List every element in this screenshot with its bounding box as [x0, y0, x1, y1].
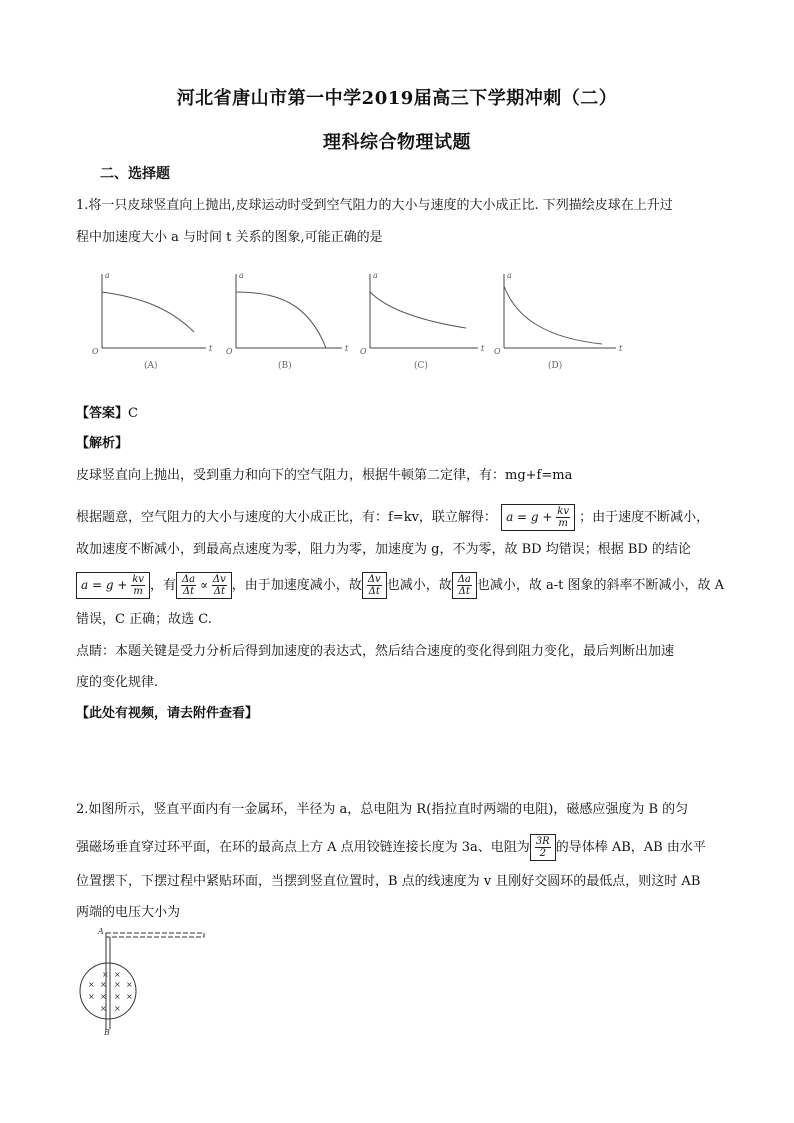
delta-t-3: Δt	[368, 586, 380, 597]
analysis-line2	[76, 504, 709, 531]
q2-figure	[70, 925, 220, 1035]
delta-a: Δa	[181, 574, 196, 585]
delta-v-frac-2	[367, 574, 382, 597]
delta-v: Δv	[212, 574, 226, 585]
analysis-line4-mid2: 也减小，故	[386, 578, 452, 593]
analysis-line2-post: ；由于速度不断减小，	[579, 510, 710, 525]
graph-c-curve	[370, 292, 466, 328]
answer-line	[76, 404, 138, 424]
formula-box-4	[362, 572, 387, 599]
q2-frac-num: 3R	[535, 836, 550, 847]
field-cross: ×	[102, 970, 109, 979]
q2-stem-line1: 2.如图所示，竖直平面内有一金属环，半径为 a，总电阻为 R(指拉直时两端的电阻)，磁感应强度为 B 的匀	[76, 802, 689, 817]
rod-horizontal	[106, 933, 204, 937]
field-cross: ×	[88, 992, 95, 1001]
field-cross: ×	[114, 970, 121, 979]
section-heading: 二、选择题	[100, 166, 170, 182]
graph-b-caption: (B)	[278, 361, 292, 371]
paper-subtitle: 理科综合物理试题	[323, 132, 471, 153]
delta-v-frac	[212, 574, 227, 597]
delta-a-frac-2	[457, 574, 472, 597]
graph-d-x-label: t	[619, 344, 623, 353]
q2-line2-pre: 强磁场垂直穿过环平面，在环的最高点上方 A 点用铰链连接长度为 3a、电阻为	[76, 840, 530, 855]
q2-stem-line2	[76, 834, 706, 861]
q2-frac	[535, 836, 551, 859]
analysis-line4	[76, 572, 724, 599]
graph-a-curve	[102, 292, 194, 332]
graph-d-curve	[504, 286, 602, 344]
field-cross: ×	[114, 992, 121, 1001]
formula-lhs: a = g +	[506, 510, 553, 524]
formula2-lhs: a = g +	[81, 578, 128, 592]
delta-v-2: Δv	[367, 574, 381, 585]
formula-num: kv	[557, 506, 570, 517]
field-cross: ×	[114, 1004, 121, 1013]
graph-c-caption: (C)	[414, 361, 428, 371]
analysis-tag	[76, 434, 128, 454]
field-cross: ×	[88, 980, 95, 989]
formula-den: m	[558, 518, 568, 529]
note-line1: 点睛：本题关键是受力分析后得到加速度的表达式，然后结合速度的变化得到阻力变化，最后判断出加速	[76, 644, 675, 659]
note-line2: 度的变化规律.	[76, 675, 159, 690]
q2-frac-den: 2	[539, 848, 546, 859]
graph-d-caption: (D)	[548, 361, 563, 371]
delta-t-1: Δt	[182, 586, 195, 597]
graph-b-y-label: a	[239, 271, 244, 280]
q2-line2-post: 的导体棒 AB，AB 由水平	[555, 840, 706, 855]
field-cross: ×	[100, 992, 107, 1001]
delta-t-4: Δt	[458, 586, 470, 597]
graph-a	[102, 274, 206, 348]
delta-t-2: Δt	[213, 586, 225, 597]
graph-d	[504, 274, 616, 348]
graph-c-y-label: a	[373, 271, 378, 280]
formula-box-1	[501, 504, 575, 531]
formula2-frac	[131, 574, 145, 597]
field-cross: ×	[114, 980, 121, 989]
graph-a-caption: (A)	[144, 361, 158, 371]
point-b-label: B	[104, 1028, 110, 1035]
point-a-label: A	[98, 927, 104, 936]
q2-stem-line4: 两端的电压大小为	[76, 905, 181, 920]
analysis-tag-text: 【解析】	[76, 436, 129, 451]
analysis-line1: 皮球竖直向上抛出，受到重力和向下的空气阻力，根据牛顿第二定律，有：mg+f=ma	[76, 468, 573, 483]
answer-value: C	[128, 406, 138, 421]
formula2-num: kv	[132, 574, 144, 585]
formula-box-5	[452, 572, 477, 599]
answer-tag: 【答案】	[76, 406, 129, 421]
formula-box-2	[76, 572, 150, 599]
graph-d-origin: O	[494, 347, 501, 356]
graph-b-x-label: t	[345, 344, 349, 353]
analysis-line4-post: 也减小，故 a-t 图象的斜率不断减小，故 A	[476, 578, 725, 593]
q2-frac-box	[530, 834, 556, 861]
graph-c-x-label: t	[481, 344, 485, 353]
analysis-line4-mid: ，由于加速度减小，故	[231, 578, 362, 593]
field-cross: ×	[126, 980, 133, 989]
formula2-den: m	[133, 586, 143, 597]
graph-a-origin: O	[92, 347, 99, 356]
delta-a-2: Δa	[457, 574, 471, 585]
q1-stem-line2: 程中加速度大小 a 与时间 t 关系的图象,可能正确的是	[76, 230, 383, 245]
field-cross: ×	[126, 992, 133, 1001]
formula-box-3	[176, 572, 232, 599]
analysis-line3: 故加速度不断减小，到最高点速度为零，阻力为零，加速度为 g，不为零，故 BD 均错误；根据 BD 的结论	[76, 542, 691, 557]
field-cross: ×	[100, 980, 107, 989]
graph-b	[236, 274, 342, 348]
graph-d-y-label: a	[507, 271, 512, 280]
graph-c	[370, 274, 478, 348]
paper-title: 河北省唐山市第一中学2019届高三下学期冲刺（二）	[176, 88, 618, 109]
graph-b-curve	[236, 292, 326, 348]
prop-sign: ∝	[199, 578, 209, 592]
graph-c-origin: O	[360, 347, 367, 356]
video-note: 【此处有视频，请去附件查看】	[76, 706, 259, 721]
graph-a-x-label: t	[209, 344, 213, 353]
delta-a-frac	[181, 574, 196, 597]
analysis-line4-has: ，有	[149, 578, 176, 593]
graph-a-y-label: a	[105, 271, 110, 280]
q2-stem-line3: 位置摆下，下摆过程中紧贴环面，当摆到竖直位置时，B 点的线速度为 v 且刚好交圆环的最低点，则这时 AB	[76, 874, 701, 889]
formula-frac	[556, 506, 570, 529]
field-cross: ×	[100, 1004, 107, 1013]
graph-b-origin: O	[226, 347, 233, 356]
analysis-line2-pre: 根据题意，空气阻力的大小与速度的大小成正比，有：f=kv，联立解得：	[76, 510, 497, 525]
q1-graphs	[86, 268, 646, 378]
analysis-line5: 错误，C 正确；故选 C.	[76, 612, 212, 627]
q1-stem-line1: 1.将一只皮球竖直向上抛出,皮球运动时受到空气阻力的大小与速度的大小成正比. 下列描绘皮球在上升过	[76, 198, 673, 213]
